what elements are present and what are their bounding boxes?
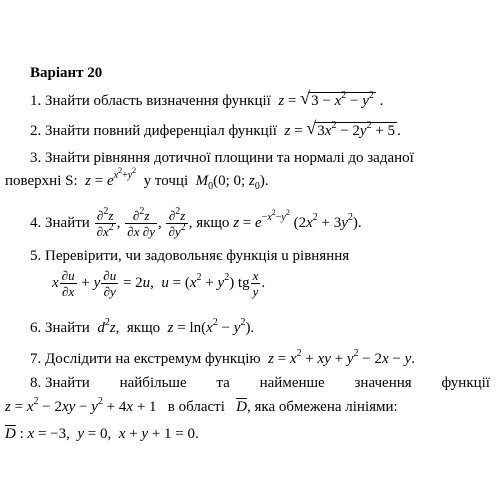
task-8-line-3: $\overline{D}$ : x = −3, y = 0, x + y + 1 = 0. [5, 426, 199, 442]
task-4: 4. Знайти $\frac{\partial^2z}{\partial x^2}$ , $\frac{\partial^2z}{\partial x \partial y}$ , $\frac{\partial^2z}{\partial y^2}$ , якщо $z = e^{-x^2-y^2}$ $(2x^2 + 3y^2)$. [30, 205, 362, 240]
task-4-text: 4. Знайти [30, 215, 90, 231]
task-7: 7. Дослідити на екстремум функцію $z = x^2$ + xy + $y^2 - 2x - y$. [30, 348, 416, 367]
task-1: 1. Знайти область визначення функції z = √ $3 - x^2 - y^2$ . [30, 88, 384, 109]
task-8-word: найменше [259, 375, 325, 391]
task-6-text: 6. Знайти [30, 320, 90, 336]
variant-title: Варіант 20 [30, 65, 103, 81]
task-8-word: 8. Знайти [30, 375, 90, 391]
task-4-if: якщо [196, 215, 230, 231]
task-5-equation: x $\frac{\partial u}{\partial x}$ + y $\frac{\partial u}{\partial y}$ = 2u, $u = (x^2 + y^2)$ tg $\frac{x}{y}$ . [52, 268, 266, 300]
task-8-word: значення [354, 375, 412, 391]
sqrt-expression: √ $3 - x^2 - y^2$ [300, 88, 374, 109]
task-5 [30, 246, 500, 266]
task-7-text: 7. Дослідити на екстремум функцію [30, 351, 261, 367]
task-8-line-1 [30, 373, 490, 393]
task-2: 2. Знайти повний диференціал функції z = √ $3x^2 - 2y^2 + 5$ . [30, 118, 401, 139]
task-8-bounded-text: , яка обмежена лініями: [247, 399, 398, 415]
task-6-if: якщо [126, 320, 161, 336]
task-8-region-label: в області [167, 399, 225, 415]
task-8-word: та [216, 375, 230, 391]
task-8-word: функції [441, 375, 490, 391]
task-3-line-2: поверхні S: $z = e^{x^2+y^2}$ у точці $M_0(0$; 0; $z_0$). [5, 165, 269, 192]
task-8-line-2: $z = x^2 - 2xy - y^2 + 4x + 1$ в області $\overline{D}$, яка обмежена лініями: [5, 396, 398, 415]
task-3-point-label: у точці [143, 173, 189, 189]
task-8-word: найбільше [119, 375, 187, 391]
task-3-line-1 [30, 148, 490, 168]
task-6: 6. Знайти $d^2z$, якщо $z = \ln(x^2 - y^2)$. [30, 317, 255, 336]
task-1-text: 1. Знайти область визначення функції [30, 93, 271, 109]
task-5-text: 5. Перевірити, чи задовольняє функція u рівняння [30, 248, 350, 264]
sqrt-expression: √ $3x^2 - 2y^2 + 5$ [306, 118, 396, 139]
task-3-text: 3. Знайти рівняння дотичної площини та нормалі до заданої [30, 150, 414, 166]
task-2-text: 2. Знайти повний диференціал функції [30, 123, 277, 139]
task-3-surface-label: поверхні S: [5, 173, 78, 189]
